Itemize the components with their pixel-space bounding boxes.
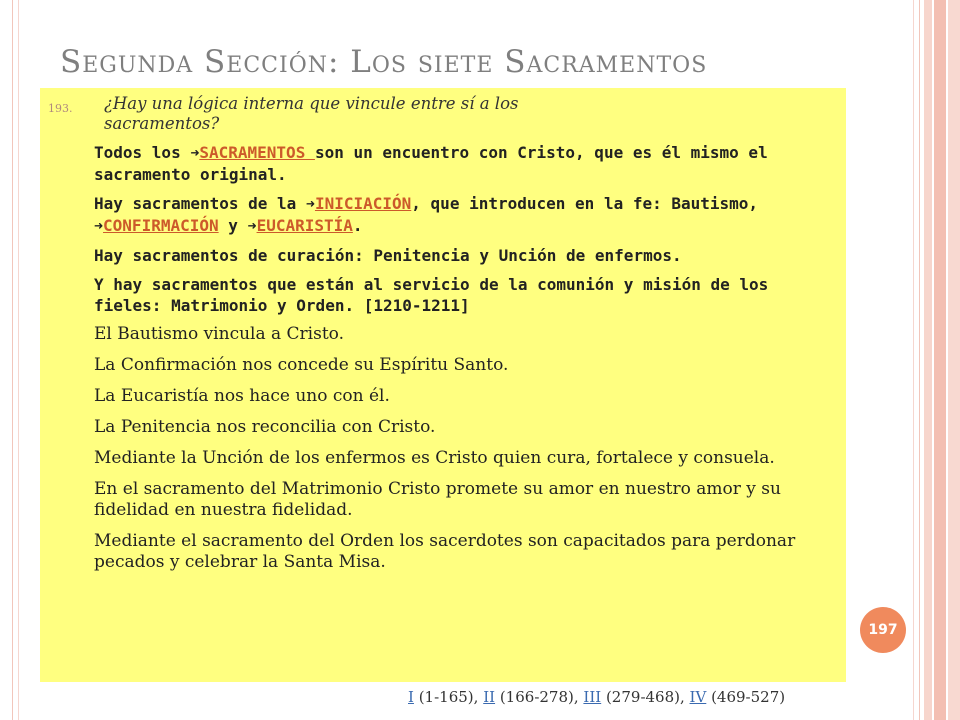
slide-title: Segunda Sección: Los siete Sacramentos: [60, 44, 708, 80]
footer-range-2: (166-278),: [495, 688, 584, 706]
paragraph-5: El Bautismo vincula a Cristo.: [94, 324, 345, 344]
footer-links: [408, 688, 785, 706]
question-line-2: sacramentos?: [104, 114, 220, 133]
p1-text-b: son un encuentro con Cristo, que es él mismo el sacramento original.: [94, 143, 768, 184]
link-iniciacion[interactable]: INICIACIÓN: [314, 194, 412, 213]
footer-range-4: (469-527): [706, 688, 786, 706]
question-number: 193.: [48, 102, 73, 115]
paragraph-6: La Confirmación nos concede su Espíritu Santo.: [94, 355, 509, 375]
right-arrow-icon: ➜: [190, 144, 200, 162]
footer-link-part-1[interactable]: I: [408, 688, 414, 706]
right-arrow-icon: ➜: [305, 195, 315, 213]
decor-stripe-1: [924, 0, 932, 720]
paragraph-10: En el sacramento del Matrimonio Cristo promete su amor en nuestro amor y su fidelidad en nuestra fidelidad.: [94, 479, 781, 520]
decor-stripe-3: [948, 0, 960, 720]
p2-text-d: .: [352, 216, 363, 235]
p2-text-a: Hay sacramentos de la: [94, 194, 306, 213]
question-line-1: ¿Hay una lógica interna que vincule entre sí a los: [104, 94, 519, 113]
p2-text-b: , que introducen en la fe: Bautismo,: [411, 194, 759, 213]
right-arrow-icon: ➜: [94, 217, 104, 235]
p1-text-a: Todos los: [94, 143, 191, 162]
paragraph-7: La Eucaristía nos hace uno con él.: [94, 386, 390, 406]
paragraph-3: Hay sacramentos de curación: Penitencia y Unción de enfermos.: [94, 246, 682, 265]
footer-range-1: (1-165),: [413, 688, 484, 706]
paragraph-4: Y hay sacramentos que están al servicio de la comunión y misión de los fieles: Matrimonio y Orden. [1210-1211]: [94, 275, 769, 315]
footer-link-part-4[interactable]: IV: [689, 688, 707, 706]
link-confirmacion[interactable]: CONFIRMACIÓN: [103, 216, 219, 235]
link-eucaristia[interactable]: EUCARISTÍA: [256, 216, 353, 235]
content-box: [40, 88, 846, 682]
footer-link-part-2[interactable]: II: [483, 688, 496, 706]
paragraph-9: Mediante la Unción de los enfermos es Cristo quien cura, fortalece y consuela.: [94, 448, 775, 468]
page-number-badge: 197: [860, 607, 906, 653]
link-sacramentos[interactable]: SACRAMENTOS: [199, 143, 315, 162]
p2-text-c: y: [218, 216, 248, 235]
paragraph-1: [94, 142, 834, 185]
decor-stripe-2: [934, 0, 946, 720]
paragraph-8: La Penitencia nos reconcilia con Cristo.: [94, 417, 436, 437]
right-arrow-icon: ➜: [247, 217, 257, 235]
footer-link-part-3[interactable]: III: [583, 688, 602, 706]
paragraph-11: Mediante el sacramento del Orden los sacerdotes son capacitados para perdonar pecados y celebrar la Santa Misa.: [94, 531, 796, 572]
footer-range-3: (279-468),: [601, 688, 690, 706]
paragraph-2: [94, 193, 834, 237]
question-text: [104, 94, 834, 134]
